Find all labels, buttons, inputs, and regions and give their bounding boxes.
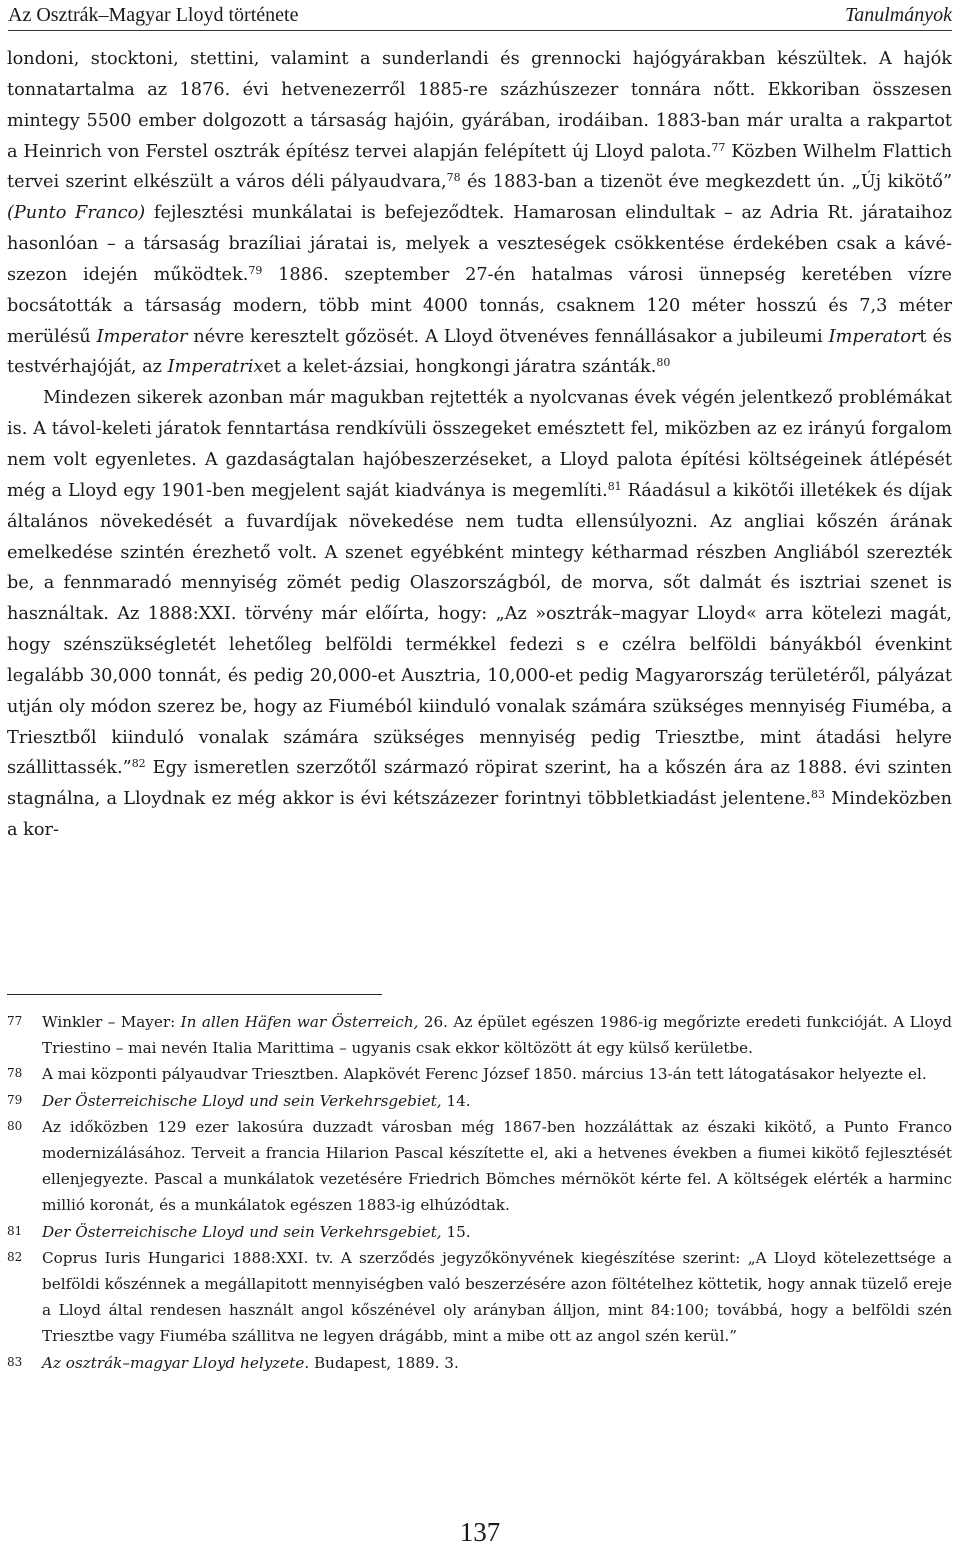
p2-text-b: Ráadásul a kikötői illetékek és díjak általános növekedését a fuvardíjak növekedése nem tudta ellensúlyozni. Az angliai kőszén árának emelkedése szintén érezhető volt. A szenet egyébként mintegy kétharmad részben Angliából szerezték be, a fennmaradó mennyiség zömét pedig Olaszországból, de morva, sőt dalmát és isztriai szenet is használtak. Az 1888:XXI. törvény már előírta, hogy: „Az »osztrák–magyar Lloyd« arra kötelezi magát, hogy szénszükségletét lehetőleg belföldi termékkel fedezi s e czélra belföldi bányákból évenkint legalább 30,000 tonnát, és pedig 20,000-et Ausztria, 10,000-et pedig Magyarország területéről, pályázat utján oly módon szerez be, hogy az Fiuméból kiinduló vonalak számára szükséges mennyiség Fiuméba, a Triesztből kiinduló vonalak számára szükséges mennyiség pedig Triesztbe, mint átadási helyre szállittassék.” xyxy=(7,480,952,779)
footnote-82 xyxy=(7,1245,952,1350)
footnote-80 xyxy=(7,1114,952,1219)
p1-text-e: 1886. szeptember 27-én hatalmas városi ünnepség keretében vízre bocsátották a társaság modern, több mint 4000 tonnás, csaknem 120 méter hosszú és 7,3 méter merülésű xyxy=(7,264,952,347)
p1-text-b: Közben Wilhelm Flattich tervei szerint elkészült a város déli pályaudvara, xyxy=(7,141,952,193)
ship-name-imperator: Imperator xyxy=(96,326,188,347)
footnote-text-part: Winkler – Mayer: xyxy=(42,1013,181,1031)
p1-text-g: t és testvérhajóját, az xyxy=(7,326,953,378)
ship-name-imperator-2: Imperator xyxy=(828,326,920,347)
paragraph-1 xyxy=(7,44,952,383)
footnote-number: 82 xyxy=(7,1249,23,1264)
cited-title: Der Österreichische Lloyd und sein Verkehrsgebiet, xyxy=(42,1091,442,1110)
footnote-separator xyxy=(7,994,382,995)
footnote-text xyxy=(42,1088,952,1114)
footnote-text-part: Budapest, 1889. 3. xyxy=(309,1353,459,1372)
footnote-ref-81[interactable]: 81 xyxy=(607,479,622,493)
footnote-ref-79[interactable]: 79 xyxy=(248,263,263,277)
main-text xyxy=(7,44,952,846)
footnote-78 xyxy=(7,1061,952,1087)
p1-text-c: és 1883-ban a tizenöt éve megkezdett ún. „Új kikötő” xyxy=(460,172,952,193)
p2-text-d: Mindeközben a kor- xyxy=(7,789,952,841)
footnote-text: Coprus Iuris Hungarici 1888:XXI. tv. A szerződés jegyzőkönyvének kiegészítése szerint: „A Lloyd kötelezettsége a belföldi kőszénnek a megállapitott mennyiségben való beszerzésére azon föltételhez köttetik, hogy annak tüzelő ereje a Lloyd által rendesen használt angol kőszénével oly arányban álljon, mint 84:100; továbbá, hogy a belföldi szén Triesztbe vagy Fiuméba szállitva ne legyen drágább, mint a mibe ott az angol szén kerül.” xyxy=(42,1248,952,1346)
footnote-77 xyxy=(7,1009,952,1061)
punto-franco-term: (Punto Franco) xyxy=(7,203,146,224)
p1-text-d: fejlesztési munkálatai is befejeződtek. Hamarosan elindultak – az Adria Rt. járataihoz hasonlóan – a társaság brazíliai járatai is, melyek a veszteségek csökkentése érdekében csak a kávészezon idején működtek. xyxy=(7,203,952,285)
ship-name-imperatrix: Imperatrix xyxy=(167,357,264,378)
footnote-text: Az időközben 129 ezer lakosúra duzzadt városban még 1867-ben hozzáláttak az északi kikötő, a Punto Franco modernizálásához. Terveit a francia Hilarion Pascal készítette el, aki a hetvenes években a fiumei kikötő fejlesztését ellenjegyezte. Pascal a munkálatok vezetésére Friedrich Bömches mérnököt kérte fel. A költségek elérték a harminc millió koronát, és a munkálatok egészen 1883-ig elhúzódtak. xyxy=(42,1117,952,1215)
footnote-ref-77[interactable]: 77 xyxy=(711,140,726,154)
footnote-number: 81 xyxy=(7,1223,23,1238)
cited-title: Der Österreichische Lloyd und sein Verkehrsgebiet, xyxy=(42,1222,442,1241)
paragraph-2 xyxy=(7,383,952,846)
p2-text-c: Egy ismeretlen szerzőtől származó röpirat szerint, ha a kőszén ára az 1888. évi szinten stagnálna, a Lloydnak ez még akkor is évi kétszázezer forintnyi többletkiadást jelentene. xyxy=(7,758,952,810)
page-number: 137 xyxy=(459,1517,501,1547)
footnote-text-part: 14. xyxy=(441,1091,471,1110)
footnote-83 xyxy=(7,1350,952,1376)
p2-text-a: Mindezen sikerek azonban már magukban rejtették a nyolcvanas évek végén jelentkező problémákat is. A távol-keleti járatok fenntartása rendkívüli összegeket emésztett fel, miközben az ez irányú forgalom nem volt egyenletes. A gazdaságtalan hajóbeszerzéseket, a Lloyd palota építési költségeinek átlépését még a Lloyd egy 1901-ben megjelent saját kiadványa is megemlíti. xyxy=(7,388,952,501)
footnote-text-part: 15. xyxy=(441,1222,471,1241)
footnote-number: 80 xyxy=(7,1118,23,1133)
p1-text-f: névre keresztelt gőzösét. A Lloyd ötvenéves fennállásakor a jubileumi xyxy=(187,326,829,347)
running-header-section: Tanulmányok xyxy=(844,3,952,26)
cited-title: Az osztrák–magyar Lloyd helyzete. xyxy=(42,1353,310,1372)
footnote-ref-83[interactable]: 83 xyxy=(810,788,825,802)
p1-text-a: londoni, stocktoni, stettini, valamint a sunderlandi és grennocki hajógyárakban készültek. A hajók tonnatartalma az 1876. évi hetvenezerről 1885-re százhúszezer tonnára nőtt. Ekkoriban összesen mintegy 5500 ember dolgozott a társaság hajóin, gyárában, irodáiban. 1883-ban már uralta a rakpartot a Heinrich von Ferstel osztrák építész tervei alapján felépített új Lloyd palota. xyxy=(7,49,952,162)
p1-text-h: et a kelet-ázsiai, hongkongi járatra szánták. xyxy=(263,357,657,378)
footnote-number: 79 xyxy=(7,1092,23,1107)
footnote-ref-78[interactable]: 78 xyxy=(446,171,461,185)
footnote-text-part: 26. Az épület egészen 1986-ig megőrizte eredeti funkcióját. A Lloyd Triestino – mai nevén Italia Marittima – ugyanis csak ekkor költözött át egy külső kerületbe. xyxy=(42,1013,953,1058)
footnote-ref-80[interactable]: 80 xyxy=(656,356,671,370)
footnote-text xyxy=(42,1219,952,1245)
footnote-number: 78 xyxy=(7,1066,23,1081)
footnote-text xyxy=(42,1009,952,1061)
footnote-79 xyxy=(7,1088,952,1114)
footnote-81 xyxy=(7,1219,952,1245)
footnotes xyxy=(7,1009,952,1376)
running-header xyxy=(8,0,952,31)
cited-title: In allen Häfen war Österreich, xyxy=(180,1013,419,1031)
footnote-text: A mai központi pályaudvar Triesztben. Alapkövét Ferenc József 1850. március 13-án tett látogatásakor helyezte el. xyxy=(42,1065,927,1084)
footnote-ref-82[interactable]: 82 xyxy=(131,757,146,771)
footnote-text xyxy=(42,1350,952,1376)
running-header-title: Az Osztrák–Magyar Lloyd története xyxy=(8,3,299,26)
footnote-number: 77 xyxy=(7,1014,23,1028)
footnote-number: 83 xyxy=(7,1354,23,1369)
